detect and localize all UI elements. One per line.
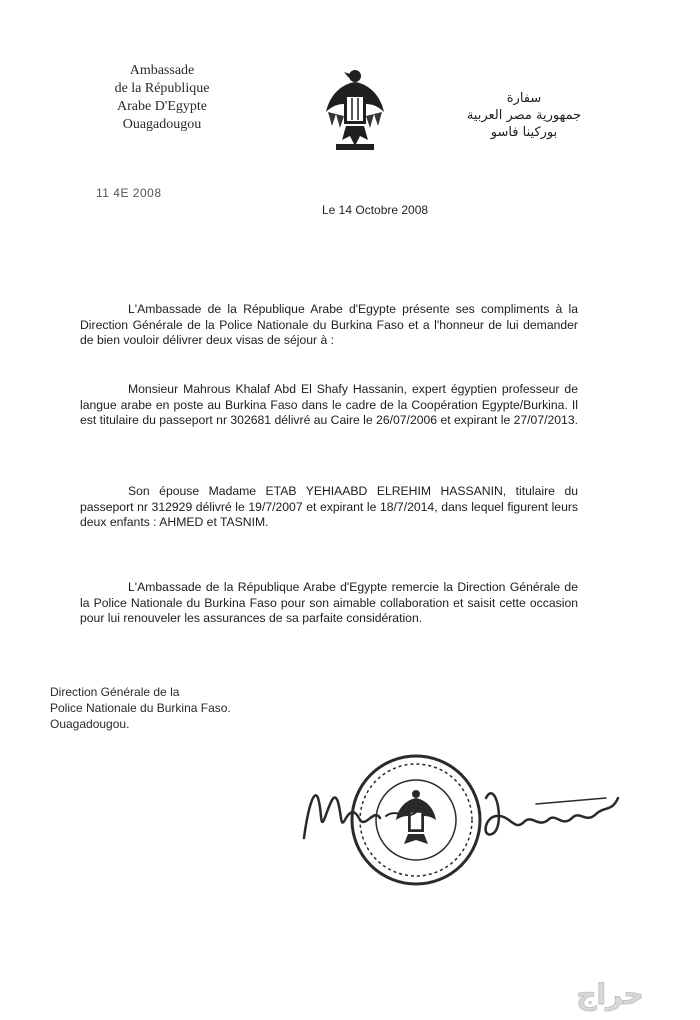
header-fr-line-4: Ouagadougou [122,117,202,132]
paragraph-wife-text: Son épouse Madame ETAB YEHIAABD ELREHIM HASSANIN, titulaire du passeport nr 312929 délivré le 19/7/2007 et expirant le 18/7/2014, dans lequel figurent leurs deux enfants : AHMED et TASNIM. [80,484,578,529]
embassy-header-fr [92,62,232,134]
watermark-text: حراج [576,978,644,1011]
watermark-logo [540,976,680,1012]
addressee-line-1: Direction Générale de la [50,685,180,699]
header-ar-line-1: سفارة [506,91,542,106]
embassy-header-ar [444,90,604,141]
paragraph-husband-text: Monsieur Mahrous Khalaf Abd El Shafy Hassanin, expert égyptien professeur de langue arabe en poste au Burkina Faso dans le cadre de la Coopération Egypte/Burkina. Il est titulaire du passeport nr 302681 délivré au Caire le 26/07/2006 et expirant le 27/07/2013. [80,382,578,427]
eagle-of-saladin-icon [322,66,388,154]
paragraph-closing-text: L'Ambassade de la République Arabe d'Egypte remercie la Direction Générale de la Police Nationale du Burkina Faso pour son aimable collaboration et saisit cette occasion pour lui renouveler les assurances de sa parfaite considération. [80,580,578,625]
header-ar-line-2: جمهورية مصر العربية [466,108,582,123]
paragraph-wife [80,484,578,531]
haraj-watermark-icon [540,976,680,1012]
paragraph-intro [80,302,578,349]
header-fr-line-1: Ambassade [129,63,195,78]
reference-number: 11 4E 2008 [96,186,162,200]
header-ar-line-3: بوركينا فاسو [490,125,558,140]
paragraph-closing [80,580,578,627]
header-fr-line-2: de la République [114,81,210,96]
addressee-block [50,684,231,732]
paragraph-intro-text: L'Ambassade de la République Arabe d'Egypte présente ses compliments à la Direction Générale de la Police Nationale du Burkina Faso et a l'honneur de lui demander de bien vouloir délivrer deux visas de séjour à : [80,302,578,347]
letter-date: Le 14 Octobre 2008 [322,203,429,217]
paragraph-husband [80,382,578,429]
handwritten-signature-icon [296,768,636,858]
addressee-line-2: Police Nationale du Burkina Faso. [50,701,231,715]
header-fr-line-3: Arabe D'Egypte [117,99,207,114]
addressee-line-3: Ouagadougou. [50,717,130,731]
